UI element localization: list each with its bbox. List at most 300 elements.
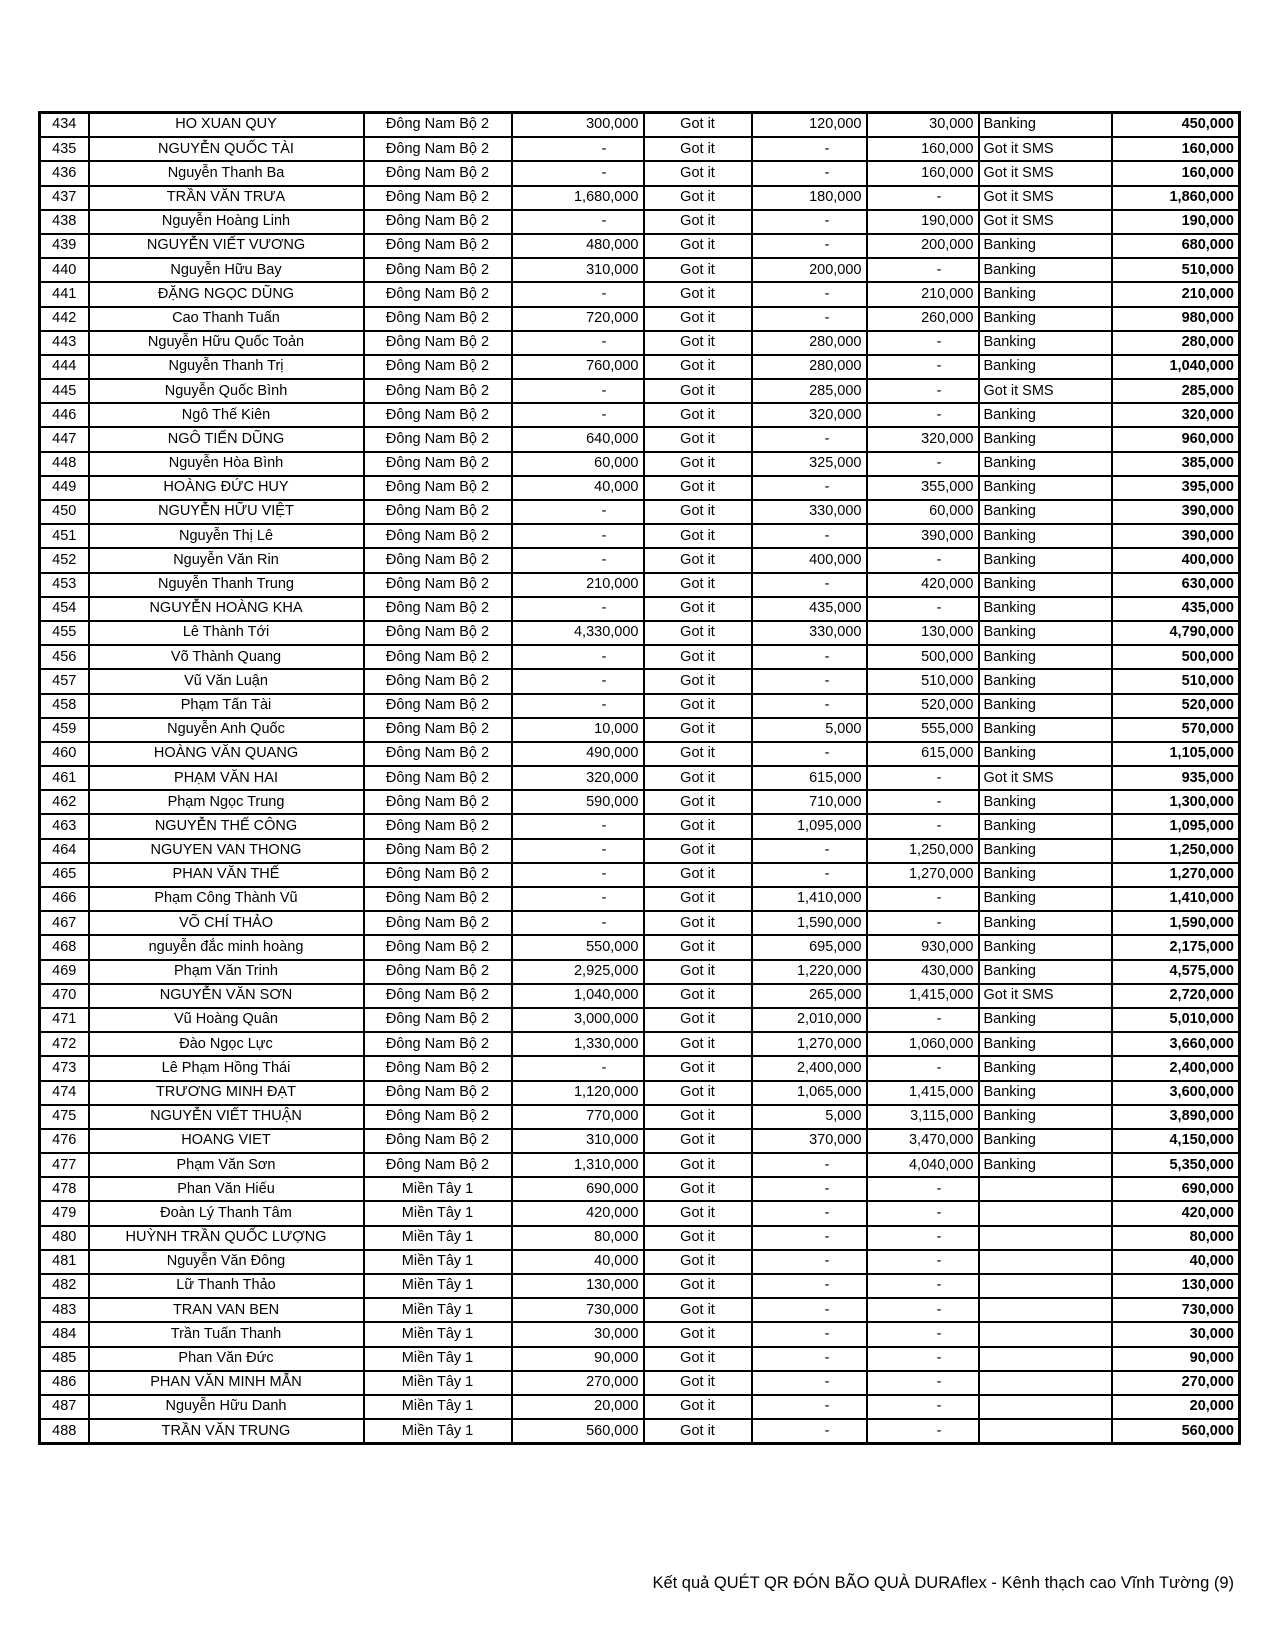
cell-total: 4,575,000	[1112, 960, 1240, 984]
cell-region: Đông Nam Bộ 2	[364, 476, 512, 500]
cell-stt: 449	[40, 476, 89, 500]
cell-amount-3: -	[867, 790, 979, 814]
cell-stt: 454	[40, 597, 89, 621]
cell-name: Lê Phạm Hồng Thái	[89, 1056, 364, 1080]
cell-stt: 480	[40, 1226, 89, 1250]
cell-amount-2: -	[752, 282, 867, 306]
cell-region: Đông Nam Bộ 2	[364, 1153, 512, 1177]
cell-region: Miền Tây 1	[364, 1347, 512, 1371]
table-row	[40, 1201, 1240, 1225]
cell-amount-3: 260,000	[867, 307, 979, 331]
cell-amount-2: -	[752, 1298, 867, 1322]
cell-amount-3: 420,000	[867, 573, 979, 597]
cell-total: 690,000	[1112, 1177, 1240, 1201]
cell-name: Nguyễn Hữu Quốc Toản	[89, 331, 364, 355]
cell-stt: 435	[40, 137, 89, 161]
cell-amount-qr: 690,000	[512, 1177, 644, 1201]
cell-name: Phan Văn Đức	[89, 1347, 364, 1371]
cell-stt: 474	[40, 1081, 89, 1105]
table-row	[40, 863, 1240, 887]
cell-amount-3: -	[867, 814, 979, 838]
cell-name: Nguyễn Anh Quốc	[89, 718, 364, 742]
cell-confirm-status: Got it	[644, 1153, 752, 1177]
cell-amount-2: 180,000	[752, 186, 867, 210]
table-row	[40, 500, 1240, 524]
cell-name: Lê Thành Tới	[89, 621, 364, 645]
cell-total: 435,000	[1112, 597, 1240, 621]
cell-total: 1,300,000	[1112, 790, 1240, 814]
cell-amount-3: 930,000	[867, 935, 979, 959]
cell-name: Phạm Văn Trinh	[89, 960, 364, 984]
cell-region: Đông Nam Bộ 2	[364, 524, 512, 548]
cell-total: 40,000	[1112, 1250, 1240, 1274]
cell-total: 980,000	[1112, 307, 1240, 331]
table-row	[40, 1274, 1240, 1298]
cell-region: Đông Nam Bộ 2	[364, 500, 512, 524]
cell-total: 500,000	[1112, 645, 1240, 669]
cell-amount-2: 1,270,000	[752, 1032, 867, 1056]
cell-stt: 445	[40, 379, 89, 403]
cell-region: Đông Nam Bộ 2	[364, 258, 512, 282]
cell-total: 935,000	[1112, 766, 1240, 790]
cell-payment-method: Banking	[979, 839, 1112, 863]
cell-amount-qr: -	[512, 814, 644, 838]
cell-amount-3: -	[867, 597, 979, 621]
cell-amount-2: -	[752, 234, 867, 258]
cell-stt: 476	[40, 1129, 89, 1153]
cell-total: 400,000	[1112, 548, 1240, 572]
cell-confirm-status: Got it	[644, 669, 752, 693]
cell-total: 1,040,000	[1112, 355, 1240, 379]
cell-amount-3: 1,415,000	[867, 1081, 979, 1105]
cell-confirm-status: Got it	[644, 234, 752, 258]
cell-stt: 481	[40, 1250, 89, 1274]
table-row	[40, 1371, 1240, 1395]
cell-amount-qr: 310,000	[512, 1129, 644, 1153]
cell-amount-2: 710,000	[752, 790, 867, 814]
cell-total: 390,000	[1112, 524, 1240, 548]
cell-confirm-status: Got it	[644, 452, 752, 476]
cell-name: Đào Ngọc Lực	[89, 1032, 364, 1056]
cell-name: Nguyễn Hòa Bình	[89, 452, 364, 476]
table-row	[40, 379, 1240, 403]
cell-stt: 462	[40, 790, 89, 814]
cell-region: Đông Nam Bộ 2	[364, 1105, 512, 1129]
cell-stt: 458	[40, 694, 89, 718]
cell-region: Đông Nam Bộ 2	[364, 597, 512, 621]
cell-name: NGUYỄN VIẾT THUẬN	[89, 1105, 364, 1129]
cell-stt: 442	[40, 307, 89, 331]
cell-total: 30,000	[1112, 1322, 1240, 1346]
cell-confirm-status: Got it	[644, 113, 752, 138]
cell-payment-method: Banking	[979, 524, 1112, 548]
cell-amount-qr: 1,330,000	[512, 1032, 644, 1056]
cell-payment-method: Banking	[979, 742, 1112, 766]
cell-amount-2: 5,000	[752, 1105, 867, 1129]
cell-total: 3,600,000	[1112, 1081, 1240, 1105]
cell-region: Đông Nam Bộ 2	[364, 863, 512, 887]
cell-amount-3: 615,000	[867, 742, 979, 766]
table-row	[40, 742, 1240, 766]
cell-amount-qr: 560,000	[512, 1419, 644, 1444]
cell-amount-qr: 10,000	[512, 718, 644, 742]
cell-region: Miền Tây 1	[364, 1322, 512, 1346]
table-row	[40, 1056, 1240, 1080]
cell-confirm-status: Got it	[644, 863, 752, 887]
cell-amount-3: -	[867, 887, 979, 911]
cell-total: 520,000	[1112, 694, 1240, 718]
cell-amount-2: -	[752, 161, 867, 185]
table-row	[40, 645, 1240, 669]
cell-payment-method: Got it SMS	[979, 186, 1112, 210]
cell-confirm-status: Got it	[644, 258, 752, 282]
table-row	[40, 210, 1240, 234]
cell-amount-3: -	[867, 1008, 979, 1032]
cell-confirm-status: Got it	[644, 1056, 752, 1080]
cell-total: 960,000	[1112, 427, 1240, 451]
cell-total: 2,400,000	[1112, 1056, 1240, 1080]
cell-stt: 461	[40, 766, 89, 790]
cell-region: Đông Nam Bộ 2	[364, 161, 512, 185]
table-row	[40, 839, 1240, 863]
cell-total: 160,000	[1112, 161, 1240, 185]
cell-name: HO XUAN QUY	[89, 113, 364, 138]
cell-amount-qr: -	[512, 548, 644, 572]
cell-confirm-status: Got it	[644, 1226, 752, 1250]
cell-payment-method: Got it SMS	[979, 379, 1112, 403]
cell-name: Phạm Công Thành Vũ	[89, 887, 364, 911]
cell-confirm-status: Got it	[644, 307, 752, 331]
cell-name: NGUYỄN VĂN SƠN	[89, 984, 364, 1008]
table-row	[40, 137, 1240, 161]
cell-confirm-status: Got it	[644, 887, 752, 911]
table-row	[40, 548, 1240, 572]
table-row	[40, 1032, 1240, 1056]
cell-amount-qr: -	[512, 331, 644, 355]
cell-amount-2: -	[752, 1250, 867, 1274]
cell-amount-3: 1,415,000	[867, 984, 979, 1008]
cell-amount-qr: 130,000	[512, 1274, 644, 1298]
cell-payment-method: Banking	[979, 1129, 1112, 1153]
cell-amount-qr: 2,925,000	[512, 960, 644, 984]
cell-amount-3: -	[867, 1419, 979, 1444]
cell-payment-method: Banking	[979, 694, 1112, 718]
cell-region: Đông Nam Bộ 2	[364, 403, 512, 427]
cell-amount-3: -	[867, 452, 979, 476]
cell-confirm-status: Got it	[644, 186, 752, 210]
cell-total: 390,000	[1112, 500, 1240, 524]
cell-region: Đông Nam Bộ 2	[364, 1056, 512, 1080]
cell-amount-3: 355,000	[867, 476, 979, 500]
cell-payment-method: Banking	[979, 911, 1112, 935]
table-row	[40, 113, 1240, 138]
cell-amount-2: 435,000	[752, 597, 867, 621]
cell-confirm-status: Got it	[644, 814, 752, 838]
cell-amount-2: 280,000	[752, 355, 867, 379]
cell-name: HUỲNH TRẦN QUỐC LƯỢNG	[89, 1226, 364, 1250]
cell-confirm-status: Got it	[644, 694, 752, 718]
cell-amount-qr: 30,000	[512, 1322, 644, 1346]
table-row	[40, 766, 1240, 790]
cell-region: Miền Tây 1	[364, 1201, 512, 1225]
cell-amount-2: -	[752, 476, 867, 500]
cell-confirm-status: Got it	[644, 1250, 752, 1274]
cell-confirm-status: Got it	[644, 1395, 752, 1419]
table-row	[40, 331, 1240, 355]
cell-stt: 440	[40, 258, 89, 282]
cell-total: 570,000	[1112, 718, 1240, 742]
cell-confirm-status: Got it	[644, 573, 752, 597]
cell-stt: 478	[40, 1177, 89, 1201]
table-row	[40, 887, 1240, 911]
cell-stt: 484	[40, 1322, 89, 1346]
cell-name: PHAN VĂN THẾ	[89, 863, 364, 887]
cell-amount-3: -	[867, 1322, 979, 1346]
cell-name: ĐẶNG NGỌC DŨNG	[89, 282, 364, 306]
cell-amount-2: 265,000	[752, 984, 867, 1008]
cell-payment-method: Banking	[979, 1008, 1112, 1032]
cell-confirm-status: Got it	[644, 621, 752, 645]
cell-name: TRẦN VĂN TRƯA	[89, 186, 364, 210]
cell-amount-2: 400,000	[752, 548, 867, 572]
cell-region: Đông Nam Bộ 2	[364, 331, 512, 355]
cell-total: 3,660,000	[1112, 1032, 1240, 1056]
cell-total: 1,270,000	[1112, 863, 1240, 887]
cell-amount-3: 1,250,000	[867, 839, 979, 863]
cell-amount-qr: 590,000	[512, 790, 644, 814]
cell-payment-method: Banking	[979, 355, 1112, 379]
cell-amount-2: 615,000	[752, 766, 867, 790]
cell-stt: 467	[40, 911, 89, 935]
cell-stt: 473	[40, 1056, 89, 1080]
cell-amount-3: -	[867, 911, 979, 935]
cell-stt: 450	[40, 500, 89, 524]
cell-confirm-status: Got it	[644, 1347, 752, 1371]
cell-stt: 470	[40, 984, 89, 1008]
cell-confirm-status: Got it	[644, 597, 752, 621]
cell-amount-qr: 720,000	[512, 307, 644, 331]
cell-confirm-status: Got it	[644, 1298, 752, 1322]
table-row	[40, 1008, 1240, 1032]
cell-region: Đông Nam Bộ 2	[364, 621, 512, 645]
cell-total: 270,000	[1112, 1371, 1240, 1395]
cell-confirm-status: Got it	[644, 1201, 752, 1225]
cell-name: Nguyễn Hữu Bay	[89, 258, 364, 282]
cell-amount-qr: -	[512, 911, 644, 935]
cell-amount-2: 325,000	[752, 452, 867, 476]
cell-total: 5,010,000	[1112, 1008, 1240, 1032]
cell-name: Lữ Thanh Thảo	[89, 1274, 364, 1298]
cell-total: 2,720,000	[1112, 984, 1240, 1008]
cell-payment-method: Got it SMS	[979, 766, 1112, 790]
cell-total: 730,000	[1112, 1298, 1240, 1322]
table-row	[40, 161, 1240, 185]
cell-total: 5,350,000	[1112, 1153, 1240, 1177]
cell-amount-qr: 760,000	[512, 355, 644, 379]
cell-payment-method: Banking	[979, 718, 1112, 742]
cell-payment-method: Banking	[979, 282, 1112, 306]
cell-payment-method	[979, 1395, 1112, 1419]
table-row	[40, 1298, 1240, 1322]
cell-amount-2: 330,000	[752, 500, 867, 524]
cell-payment-method: Banking	[979, 935, 1112, 959]
cell-payment-method: Banking	[979, 1153, 1112, 1177]
cell-amount-qr: -	[512, 839, 644, 863]
cell-amount-2: 200,000	[752, 258, 867, 282]
cell-payment-method: Banking	[979, 814, 1112, 838]
cell-stt: 472	[40, 1032, 89, 1056]
cell-amount-qr: 770,000	[512, 1105, 644, 1129]
cell-total: 190,000	[1112, 210, 1240, 234]
cell-payment-method: Banking	[979, 331, 1112, 355]
cell-confirm-status: Got it	[644, 427, 752, 451]
cell-stt: 459	[40, 718, 89, 742]
cell-stt: 452	[40, 548, 89, 572]
cell-region: Miền Tây 1	[364, 1274, 512, 1298]
cell-amount-2: 285,000	[752, 379, 867, 403]
cell-stt: 460	[40, 742, 89, 766]
cell-confirm-status: Got it	[644, 1032, 752, 1056]
cell-payment-method: Banking	[979, 1056, 1112, 1080]
cell-payment-method: Banking	[979, 863, 1112, 887]
cell-confirm-status: Got it	[644, 645, 752, 669]
table-row	[40, 1347, 1240, 1371]
table-row	[40, 814, 1240, 838]
cell-amount-3: 1,060,000	[867, 1032, 979, 1056]
table-row	[40, 621, 1240, 645]
cell-payment-method: Got it SMS	[979, 161, 1112, 185]
cell-amount-3: 60,000	[867, 500, 979, 524]
cell-payment-method: Banking	[979, 645, 1112, 669]
cell-amount-2: 695,000	[752, 935, 867, 959]
cell-name: Võ Thành Quang	[89, 645, 364, 669]
table-row	[40, 476, 1240, 500]
cell-stt: 465	[40, 863, 89, 887]
cell-region: Đông Nam Bộ 2	[364, 742, 512, 766]
cell-region: Đông Nam Bộ 2	[364, 379, 512, 403]
cell-name: NGUYỄN THẾ CÔNG	[89, 814, 364, 838]
cell-amount-3: -	[867, 403, 979, 427]
cell-amount-2: 2,010,000	[752, 1008, 867, 1032]
cell-amount-2: -	[752, 1395, 867, 1419]
table-row	[40, 573, 1240, 597]
table-row	[40, 1322, 1240, 1346]
table-row	[40, 1177, 1240, 1201]
cell-region: Đông Nam Bộ 2	[364, 573, 512, 597]
cell-stt: 466	[40, 887, 89, 911]
cell-amount-qr: 4,330,000	[512, 621, 644, 645]
cell-amount-2: -	[752, 863, 867, 887]
cell-payment-method	[979, 1177, 1112, 1201]
cell-stt: 446	[40, 403, 89, 427]
cell-name: Nguyễn Quốc Bình	[89, 379, 364, 403]
cell-amount-2: 5,000	[752, 718, 867, 742]
table-row	[40, 960, 1240, 984]
cell-amount-qr: -	[512, 669, 644, 693]
cell-amount-3: 510,000	[867, 669, 979, 693]
cell-payment-method: Banking	[979, 307, 1112, 331]
table-row	[40, 790, 1240, 814]
cell-amount-2: -	[752, 645, 867, 669]
cell-region: Đông Nam Bộ 2	[364, 452, 512, 476]
cell-name: Nguyễn Thanh Trung	[89, 573, 364, 597]
cell-total: 420,000	[1112, 1201, 1240, 1225]
cell-amount-3: -	[867, 331, 979, 355]
cell-amount-qr: -	[512, 500, 644, 524]
cell-amount-3: 390,000	[867, 524, 979, 548]
cell-stt: 447	[40, 427, 89, 451]
cell-name: HOÀNG ĐỨC HUY	[89, 476, 364, 500]
cell-total: 1,410,000	[1112, 887, 1240, 911]
cell-confirm-status: Got it	[644, 1081, 752, 1105]
cell-name: PHẠM VĂN HAI	[89, 766, 364, 790]
cell-region: Đông Nam Bộ 2	[364, 718, 512, 742]
cell-region: Miền Tây 1	[364, 1177, 512, 1201]
cell-amount-qr: -	[512, 210, 644, 234]
cell-amount-3: 430,000	[867, 960, 979, 984]
cell-amount-qr: 320,000	[512, 766, 644, 790]
table-row	[40, 282, 1240, 306]
cell-confirm-status: Got it	[644, 500, 752, 524]
cell-name: NGUYỄN HOÀNG KHA	[89, 597, 364, 621]
cell-amount-qr: -	[512, 137, 644, 161]
cell-amount-qr: 1,680,000	[512, 186, 644, 210]
cell-amount-3: 3,115,000	[867, 1105, 979, 1129]
cell-name: TRAN VAN BEN	[89, 1298, 364, 1322]
table-row	[40, 911, 1240, 935]
cell-payment-method	[979, 1274, 1112, 1298]
cell-stt: 482	[40, 1274, 89, 1298]
cell-payment-method: Banking	[979, 113, 1112, 138]
cell-amount-2: 1,095,000	[752, 814, 867, 838]
cell-amount-2: 1,410,000	[752, 887, 867, 911]
cell-name: NGÔ TIẾN DŨNG	[89, 427, 364, 451]
cell-amount-3: 555,000	[867, 718, 979, 742]
cell-region: Đông Nam Bộ 2	[364, 282, 512, 306]
cell-payment-method: Banking	[979, 597, 1112, 621]
cell-amount-qr: -	[512, 524, 644, 548]
cell-amount-3: -	[867, 1177, 979, 1201]
cell-confirm-status: Got it	[644, 476, 752, 500]
cell-name: PHAN VĂN MINH MẪN	[89, 1371, 364, 1395]
cell-amount-3: -	[867, 379, 979, 403]
cell-amount-2: -	[752, 1419, 867, 1444]
cell-confirm-status: Got it	[644, 984, 752, 1008]
cell-name: Nguyễn Thanh Ba	[89, 161, 364, 185]
cell-stt: 456	[40, 645, 89, 669]
cell-stt: 471	[40, 1008, 89, 1032]
cell-amount-qr: -	[512, 694, 644, 718]
cell-confirm-status: Got it	[644, 1371, 752, 1395]
table-row	[40, 403, 1240, 427]
cell-name: TRƯƠNG MINH ĐẠT	[89, 1081, 364, 1105]
cell-stt: 487	[40, 1395, 89, 1419]
cell-confirm-status: Got it	[644, 1274, 752, 1298]
cell-region: Đông Nam Bộ 2	[364, 186, 512, 210]
cell-amount-2: -	[752, 210, 867, 234]
cell-stt: 479	[40, 1201, 89, 1225]
cell-amount-3: -	[867, 1250, 979, 1274]
cell-amount-3: 210,000	[867, 282, 979, 306]
cell-name: Nguyễn Thị Lê	[89, 524, 364, 548]
cell-payment-method: Banking	[979, 669, 1112, 693]
cell-confirm-status: Got it	[644, 790, 752, 814]
cell-payment-method: Banking	[979, 621, 1112, 645]
cell-amount-qr: 210,000	[512, 573, 644, 597]
cell-confirm-status: Got it	[644, 161, 752, 185]
cell-confirm-status: Got it	[644, 210, 752, 234]
cell-amount-qr: -	[512, 863, 644, 887]
